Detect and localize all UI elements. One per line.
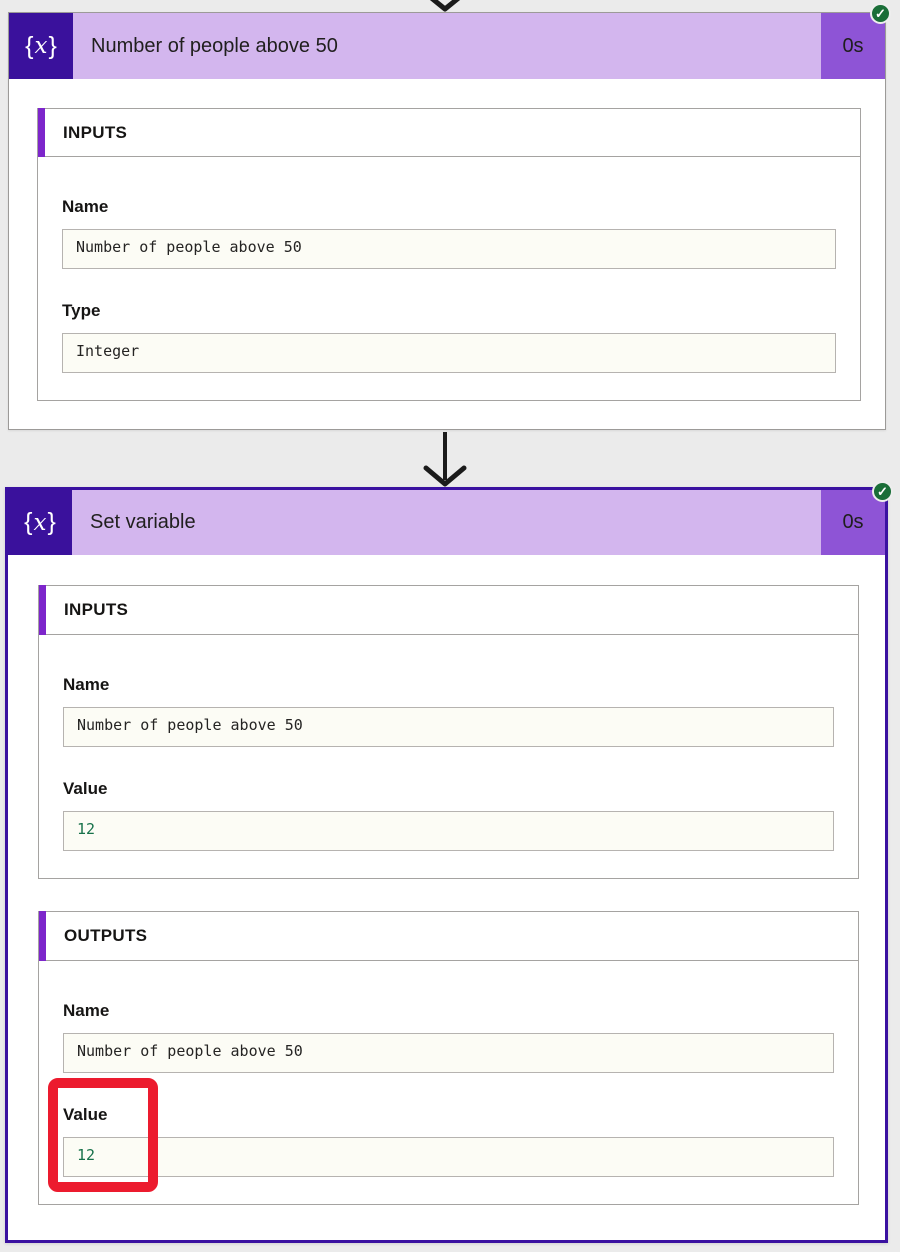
type-value-box[interactable] xyxy=(62,333,836,373)
section-accent-bar xyxy=(39,585,46,635)
duration-badge: 0s xyxy=(821,490,885,555)
variable-x-icon xyxy=(9,13,73,79)
name-value-box[interactable] xyxy=(62,229,836,269)
icon-x: x xyxy=(33,509,47,536)
connector-arrow-icon xyxy=(415,430,475,490)
inputs-section-header[interactable] xyxy=(37,108,861,157)
field-value: Integer xyxy=(76,342,140,360)
inputs-section xyxy=(37,108,861,401)
outputs-section xyxy=(38,911,859,1205)
field-label: Value xyxy=(63,779,108,798)
outputs-section-body xyxy=(38,961,859,1205)
action-title[interactable]: Set variable xyxy=(72,490,821,555)
inputs-section-body xyxy=(37,157,861,401)
outputs-section-header[interactable] xyxy=(38,911,859,961)
field-label: Type xyxy=(62,301,101,320)
variable-x-icon xyxy=(8,490,72,555)
section-heading: INPUTS xyxy=(64,600,129,619)
field-name xyxy=(63,675,834,747)
field-value: Number of people above 50 xyxy=(77,1042,303,1060)
action-title[interactable]: Number of people above 50 xyxy=(73,13,821,79)
inputs-section xyxy=(38,585,859,879)
inputs-section-header[interactable] xyxy=(38,585,859,635)
field-label: Name xyxy=(63,1001,110,1020)
field-value xyxy=(63,779,834,851)
icon-brace-right: } xyxy=(47,508,56,536)
icon-brace-left: { xyxy=(25,31,34,60)
field-label: Name xyxy=(63,675,110,694)
name-value-box[interactable] xyxy=(63,707,834,747)
name-value-box[interactable] xyxy=(63,1033,834,1073)
check-circle-icon xyxy=(872,481,893,502)
field-value: Number of people above 50 xyxy=(77,716,303,734)
field-value: 12 xyxy=(77,820,96,838)
section-heading: OUTPUTS xyxy=(64,926,148,945)
connector-arrow-top-icon xyxy=(415,0,475,12)
field-label: Value xyxy=(63,1105,108,1124)
action-card-set-variable xyxy=(5,484,888,1243)
field-value: 12 xyxy=(77,1146,96,1164)
duration-badge: 0s xyxy=(821,13,885,79)
check-glyph: ✓ xyxy=(875,6,886,21)
section-heading: INPUTS xyxy=(63,122,128,142)
value-value-box[interactable] xyxy=(63,811,834,851)
field-type xyxy=(62,301,836,373)
action-header-set-variable[interactable] xyxy=(8,490,885,555)
field-name xyxy=(63,1001,834,1073)
icon-brace-right: } xyxy=(48,31,57,60)
check-circle-icon xyxy=(870,3,891,24)
icon-x: x xyxy=(34,33,48,59)
value-value-box[interactable] xyxy=(63,1137,834,1177)
field-label: Name xyxy=(62,197,109,216)
icon-brace-left: { xyxy=(24,508,33,536)
field-value: Number of people above 50 xyxy=(76,238,302,256)
inputs-section-body xyxy=(38,635,859,879)
section-accent-bar xyxy=(38,108,45,157)
field-value xyxy=(63,1105,834,1177)
action-header-initialize-variable[interactable] xyxy=(9,13,885,79)
check-glyph: ✓ xyxy=(877,484,888,499)
section-accent-bar xyxy=(39,911,46,961)
field-name xyxy=(62,197,836,269)
action-card-initialize-variable xyxy=(8,6,886,430)
